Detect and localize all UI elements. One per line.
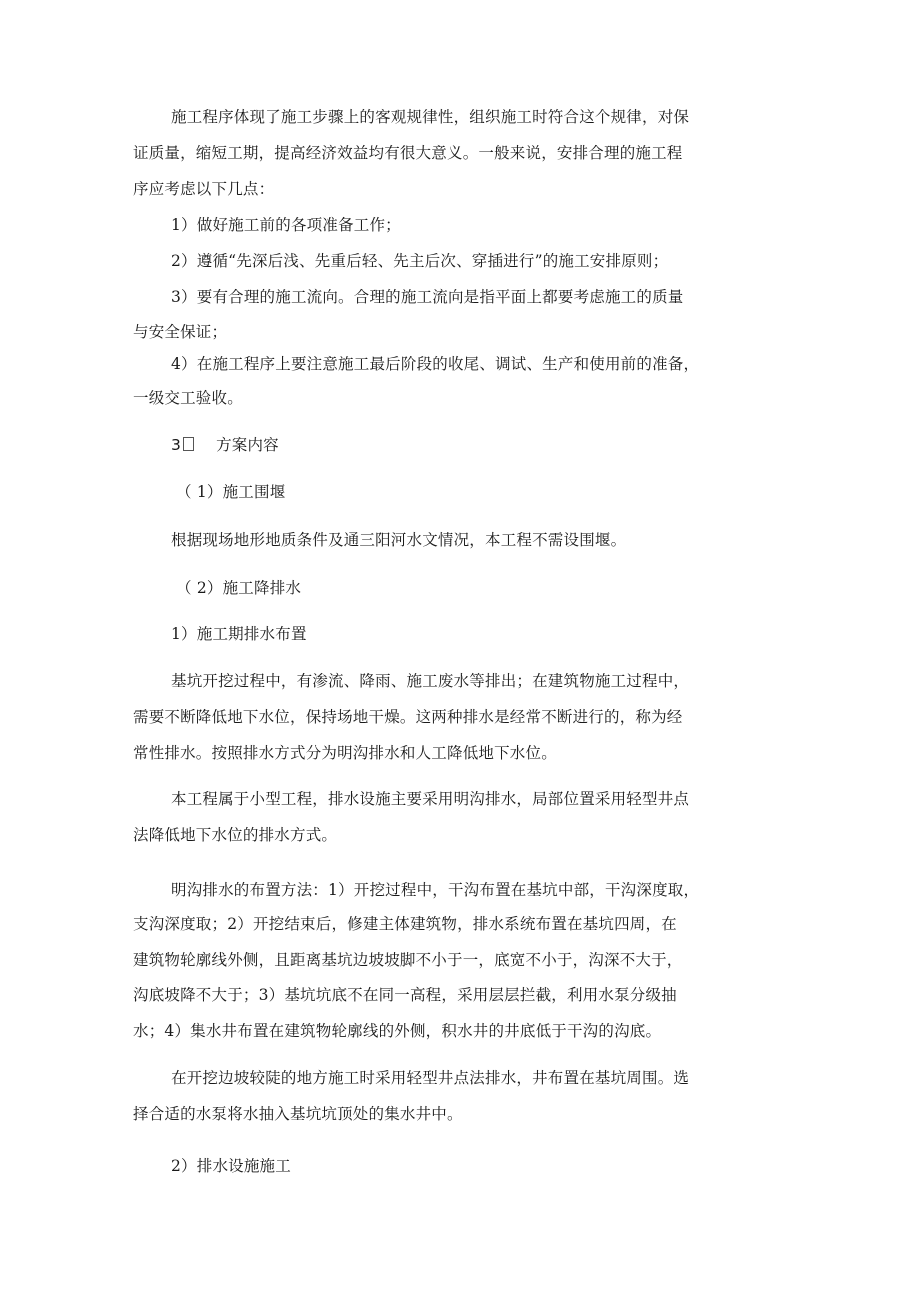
paragraph-line: 支沟深度取；2）开挖结束后，修建主体建筑物，排水系统布置在基坑四周，在	[133, 915, 677, 933]
paragraph-line: 建筑物轮廓线外侧，且距离基坑边坡坡脚不小于一，底宽不小于，沟深不大于，	[133, 951, 683, 969]
list-item-1: 1）做好施工前的各项准备工作；	[171, 216, 401, 234]
list-item-3: 3）要有合理的施工流向。合理的施工流向是指平面上都要考虑施工的质量	[171, 288, 684, 306]
list-item-4: 4）在施工程序上要注意施工最后阶段的收尾、调试、生产和使用前的准备，	[171, 355, 700, 373]
paragraph-line: 择合适的水泵将水抽入基坑坑顶处的集水井中。	[133, 1105, 463, 1123]
paragraph-line: 需要不断降低地下水位，保持场地干燥。这两种排水是经常不断进行的，称为经	[133, 708, 683, 726]
paragraph-line: 水；4）集水井布置在建筑物轮廓线的外侧，积水井的井底低于干沟的沟底。	[133, 1022, 662, 1040]
section-title: 方案内容	[216, 436, 279, 454]
paragraph-line: 法降低地下水位的排水方式。	[133, 826, 338, 844]
section-heading	[171, 435, 279, 455]
paragraph-line: 证质量，缩短工期，提高经济效益均有很大意义。一般来说，安排合理的施工程	[133, 144, 683, 162]
paragraph-line: 常性排水。按照排水方式分为明沟排水和人工降低地下水位。	[133, 744, 557, 762]
paragraph-line: 在开挖边坡较陡的地方施工时采用轻型井点法排水，井布置在基坑周围。选	[171, 1069, 690, 1087]
paragraph-line: 序应考虑以下几点：	[133, 180, 275, 198]
subsection-title-2: （ 2）施工降排水	[176, 579, 302, 597]
missing-glyph-box	[183, 437, 194, 451]
paragraph-line: 根据现场地形地质条件及通三阳河水文情况，本工程不需设围堰。	[171, 531, 627, 549]
section-number: 3	[171, 436, 182, 454]
paragraph-line: 施工程序体现了施工步骤上的客观规律性，组织施工时符合这个规律，对保	[171, 108, 690, 126]
paragraph-line: 明沟排水的布置方法：1）开挖过程中，干沟布置在基坑中部，干沟深度取，	[171, 881, 700, 899]
subsection-title-1: （ 1）施工围堰	[176, 483, 286, 501]
paragraph-line: 沟底坡降不大于；3）基坑坑底不在同一高程，采用层层拦截，利用水泵分级抽	[133, 986, 677, 1004]
list-item-3-cont: 与安全保证；	[133, 323, 228, 341]
paragraph-line: 基坑开挖过程中，有渗流、降雨、施工废水等排出；在建筑物施工过程中，	[171, 672, 690, 690]
list-item-4-cont: 一级交工验收。	[133, 389, 243, 407]
subsection-item-2: 2）排水设施施工	[171, 1157, 291, 1175]
paragraph-line: 本工程属于小型工程，排水设施主要采用明沟排水，局部位置采用轻型井点	[171, 790, 690, 808]
list-item-2: 2）遵循“先深后浅、先重后轻、先主后次、穿插进行”的施工安排原则；	[171, 252, 669, 270]
subsection-item-1: 1）施工期排水布置	[171, 625, 307, 643]
